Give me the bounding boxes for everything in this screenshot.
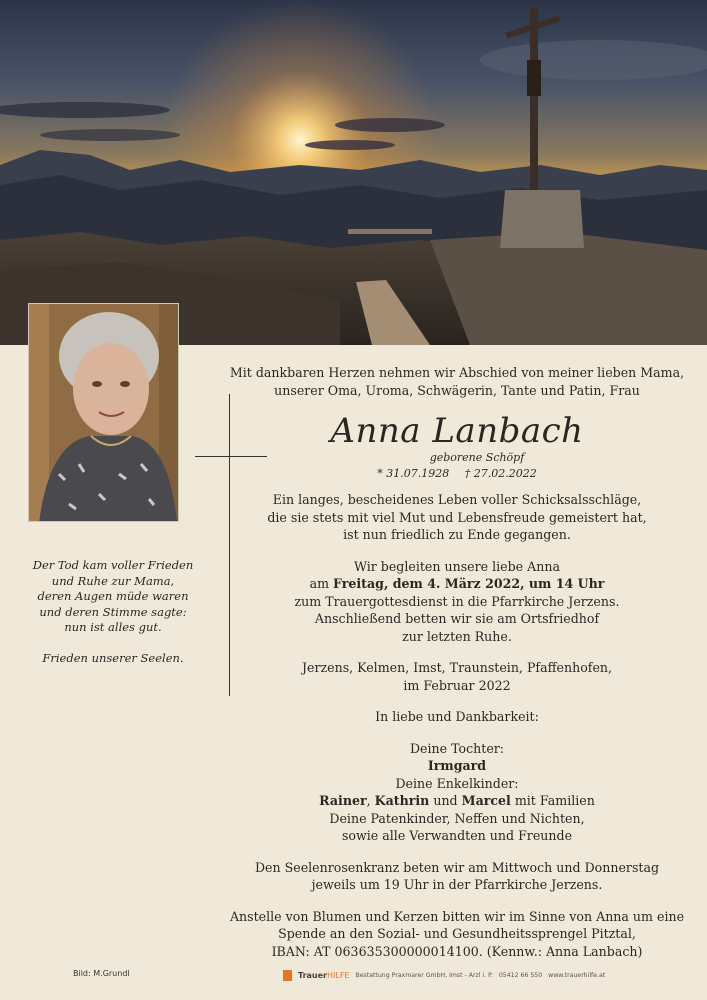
place-line: im Februar 2022	[403, 677, 511, 693]
daughter-label: Deine Tochter:	[409, 740, 505, 756]
birth-date: * 31.07.1928	[377, 467, 450, 480]
quote-line: und deren Stimme sagte:	[39, 604, 187, 619]
grandchildren-label: Deine Enkelkinder:	[395, 775, 519, 791]
life-line: Ein langes, bescheidenes Leben voller Schicksalsschläge,	[272, 492, 642, 507]
life-line: ist nun friedlich zu Ende gegangen.	[343, 527, 571, 542]
with-families: mit Familien	[510, 793, 595, 808]
intro-line: unserer Oma, Uroma, Schwägerin, Tante und Patin, Frau	[274, 382, 640, 398]
separator: ,	[366, 793, 375, 808]
intro-line: Mit dankbaren Herzen nehmen wir Abschied von meiner lieben Mama,	[229, 365, 685, 380]
phone-number: 05412 66 550	[498, 971, 543, 979]
quote-line: Der Tod kam voller Frieden	[32, 558, 194, 572]
photo-credit: Bild: M.Grundl	[73, 969, 130, 978]
rosary-line: jeweils um 19 Uhr in der Pfarrkirche Jerzens.	[311, 877, 603, 892]
life-dates	[222, 467, 692, 481]
quote-line: und Ruhe zur Mama,	[51, 573, 175, 588]
funeral-line: Anschließend betten wir sie am Ortsfriedhof	[314, 611, 600, 626]
grandchild-name: Rainer	[319, 793, 367, 808]
hero-image	[0, 0, 707, 345]
funeral-line: zur letzten Ruhe.	[402, 628, 512, 644]
deceased-name: Anna Lanbach	[330, 411, 584, 451]
donation-line: IBAN: AT 063635300000014100. (Kennw.: Anna Lanbach)	[271, 943, 643, 959]
quote-line: deren Augen müde waren	[37, 589, 189, 604]
daughter-name: Irmgard	[427, 758, 487, 773]
godchildren-line: Deine Patenkinder, Neffen und Nichten,	[329, 810, 585, 826]
quote-line: Frieden unserer Seelen.	[42, 650, 184, 665]
closing-line: In liebe und Dankbarkeit:	[375, 709, 539, 724]
portrait-photo	[28, 303, 179, 522]
grandchild-name: Marcel	[461, 793, 511, 808]
footer-bar	[283, 968, 605, 982]
funeral-date: Freitag, dem 4. März 2022, um 14 Uhr	[333, 576, 605, 591]
grandchild-name: Kathrin	[374, 793, 430, 808]
donation-line: Anstelle von Blumen und Kerzen bitten wir im Sinne von Anna um eine	[229, 908, 685, 924]
trauerhilfe-logo	[298, 971, 350, 980]
separator: und	[429, 793, 462, 808]
memorial-quote	[20, 558, 206, 667]
maiden-name: geborene Schöpf	[429, 451, 525, 464]
trauerhilfe-logo-icon	[283, 970, 292, 981]
logo-text-b: HILFE	[327, 970, 350, 980]
funeral-date-line	[222, 575, 692, 593]
place-line: Jerzens, Kelmen, Imst, Traunstein, Pfaffenhofen,	[301, 660, 613, 675]
life-line: die sie stets mit viel Mut und Lebensfreude gemeistert hat,	[267, 509, 647, 525]
funeral-line: zum Trauergottesdienst in die Pfarrkirche Jerzens.	[294, 593, 620, 609]
death-date: † 27.02.2022	[464, 467, 537, 480]
rosary-line: Den Seelenrosenkranz beten wir am Mittwoch und Donnerstag	[254, 859, 660, 875]
website-link[interactable]: www.trauerhilfe.at	[548, 971, 606, 979]
relatives-line: sowie alle Verwandten und Freunde	[341, 828, 573, 843]
company-name: Bestattung Praxmarer GmbH, Imst - Arzl i. P.	[355, 971, 493, 979]
logo-text-a: Trauer	[298, 970, 327, 980]
funeral-date-prefix: am	[309, 576, 334, 591]
donation-line: Spende an den Sozial- und Gesundheitssprengel Pitztal,	[278, 926, 636, 941]
grandchildren-line	[222, 792, 692, 810]
funeral-line: Wir begleiten unsere liebe Anna	[354, 558, 560, 574]
quote-line: nun ist alles gut.	[64, 620, 162, 635]
obituary-text	[222, 364, 692, 960]
